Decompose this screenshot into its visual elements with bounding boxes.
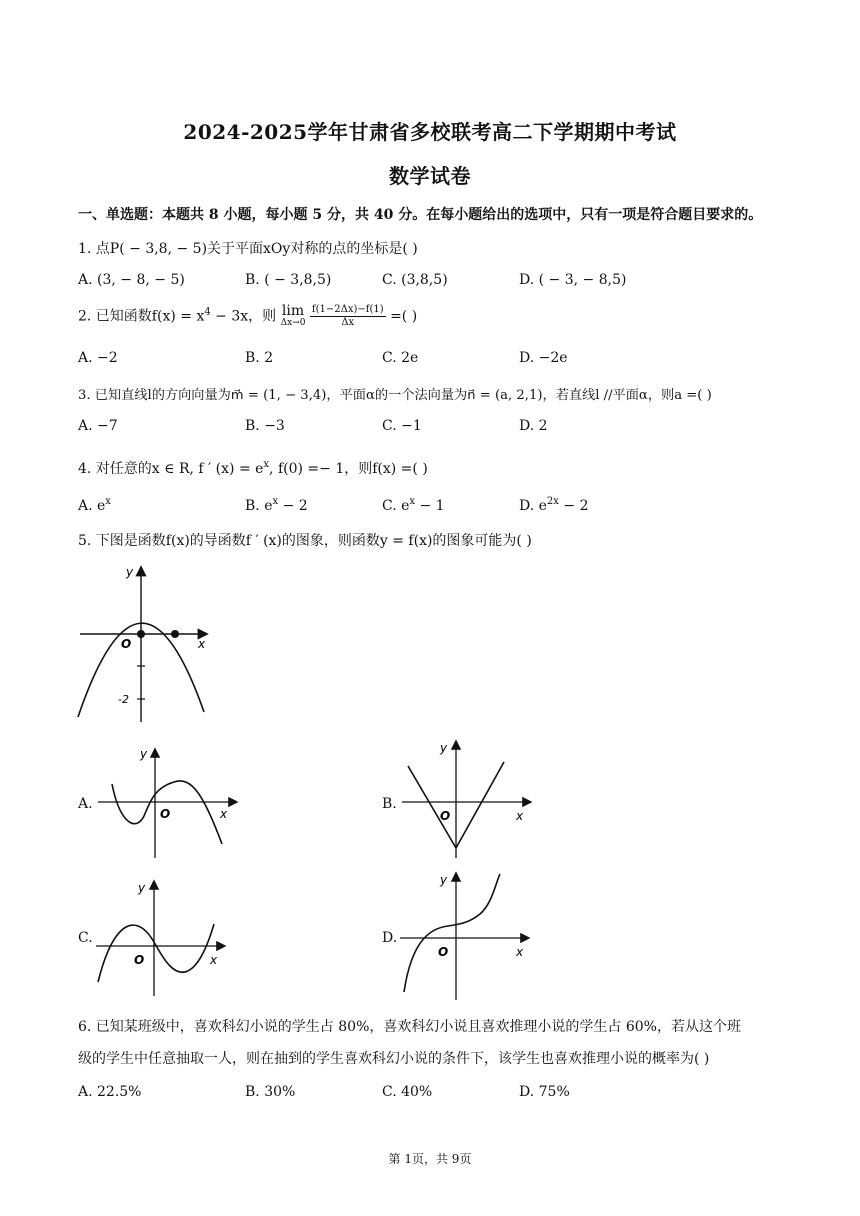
q5-option-d-letter: D. xyxy=(382,930,398,946)
q4-option-c: C. $e^x - 1$ xyxy=(382,496,445,514)
q5-option-b-letter: B. xyxy=(382,796,397,812)
page-title: 2024-2025学年甘肃省多校联考高二下学期期中考试 xyxy=(183,120,677,144)
q2-stem-mid: − 3x，则 xyxy=(210,308,277,325)
q2-stem-post: =( ) xyxy=(385,308,418,325)
q3-option-b: B. −3 xyxy=(245,418,285,434)
q5-option-c-graph xyxy=(92,876,232,1000)
svg-text:y: y xyxy=(138,881,146,895)
svg-text:O: O xyxy=(160,807,171,821)
q2-option-a: A. −2 xyxy=(78,350,118,366)
origin-label: O xyxy=(121,637,132,651)
q1-option-b: B. ( − 3,8,5) xyxy=(245,272,332,288)
question-6-stem-line1: 6. 已知某班级中，喜欢科幻小说的学生占 80%，喜欢科幻小说且喜欢推理小说的学生占 60%，若从这个班 xyxy=(78,1019,741,1035)
y-label: y xyxy=(126,565,134,579)
q2-exponent: 4 xyxy=(204,306,211,318)
q4-option-b: B. $e^x - 2$ xyxy=(245,496,308,514)
page-footer: 第 1页，共 9页 xyxy=(388,1152,472,1166)
svg-text:x: x xyxy=(516,945,524,959)
q2-limit: lim Δx→0 xyxy=(280,302,306,328)
svg-text:O: O xyxy=(134,953,145,967)
svg-text:x: x xyxy=(516,809,524,823)
tick-label: -2 xyxy=(118,693,129,706)
question-6-stem-line2: 级的学生中任意抽取一人，则在抽到的学生喜欢科幻小说的条件下，该学生也喜欢推理小说的概率为( ) xyxy=(78,1051,710,1067)
q2-option-b: B. 2 xyxy=(245,350,274,366)
svg-text:O: O xyxy=(438,945,449,959)
q5-option-c-letter: C. xyxy=(78,930,93,946)
svg-text:y: y xyxy=(440,873,448,887)
q1-option-c: C. (3,8,5) xyxy=(382,272,448,288)
q6-option-d: D. 75% xyxy=(519,1084,570,1100)
q6-option-b: B. 30% xyxy=(245,1084,296,1100)
question-5-stem: 5. 下图是函数f(x)的导函数f ′ (x)的图象，则函数y = f(x)的图象可能为( ) xyxy=(78,533,532,549)
question-2-stem xyxy=(78,304,417,329)
q6-option-c: C. 40% xyxy=(382,1084,433,1100)
derivative-graph xyxy=(74,562,214,730)
x-label: x xyxy=(198,637,206,651)
question-4-stem: 4. 对任意的x ∈ R, f ′ $(x) = e^x$, f(0) =− 1，则f(x) =( ) xyxy=(78,459,428,477)
q6-option-a: A. 22.5% xyxy=(78,1084,142,1100)
section-heading: 一、单选题：本题共 8 小题，每小题 5 分，共 40 分。在每小题给出的选项中，只有一项是符合题目要求的。 xyxy=(78,207,763,223)
q4-option-a: A. $e^x$ xyxy=(78,496,111,514)
curve xyxy=(404,874,500,992)
q5-option-b-graph xyxy=(398,736,538,862)
svg-text:y: y xyxy=(140,747,148,761)
q1-option-d: D. ( − 3, − 8,5) xyxy=(519,272,627,288)
q5-option-a-graph xyxy=(94,744,244,864)
q4-option-d: D. $e^{2x} - 2$ xyxy=(519,496,589,514)
q5-option-d-graph xyxy=(396,868,536,1004)
question-3-stem: 3. 已知直线l的方向向量为m⃗ = (1, − 3,4)，平面α的一个法向量为n⃗ = (a, 2,1)，若直线l //平面α，则a =( ) xyxy=(78,388,712,403)
question-1-stem: 1. 点P( − 3,8, − 5)关于平面xOy对称的点的坐标是( ) xyxy=(78,241,418,257)
q5-option-a-letter: A. xyxy=(78,796,93,812)
q2-option-c: C. 2e xyxy=(382,350,419,366)
q2-stem-pre: 2. 已知函数f(x) = x xyxy=(78,308,205,325)
q2-fraction: $\frac{f(1-2\Delta x)-f(1)}{\Delta x}$ xyxy=(311,304,384,328)
q3-option-c: C. −1 xyxy=(382,418,422,434)
svg-text:y: y xyxy=(440,741,448,755)
q2-option-d: D. −2e xyxy=(519,350,568,366)
page-subtitle: 数学试卷 xyxy=(389,164,471,188)
curve xyxy=(98,924,214,982)
root-point-origin xyxy=(137,630,145,638)
svg-text:O: O xyxy=(440,809,451,823)
root-point-right xyxy=(171,630,179,638)
q1-option-a: A. (3, − 8, − 5) xyxy=(78,272,185,288)
svg-text:x: x xyxy=(220,807,228,821)
q3-option-d: D. 2 xyxy=(519,418,548,434)
svg-text:x: x xyxy=(210,953,218,967)
q3-option-a: A. −7 xyxy=(78,418,118,434)
